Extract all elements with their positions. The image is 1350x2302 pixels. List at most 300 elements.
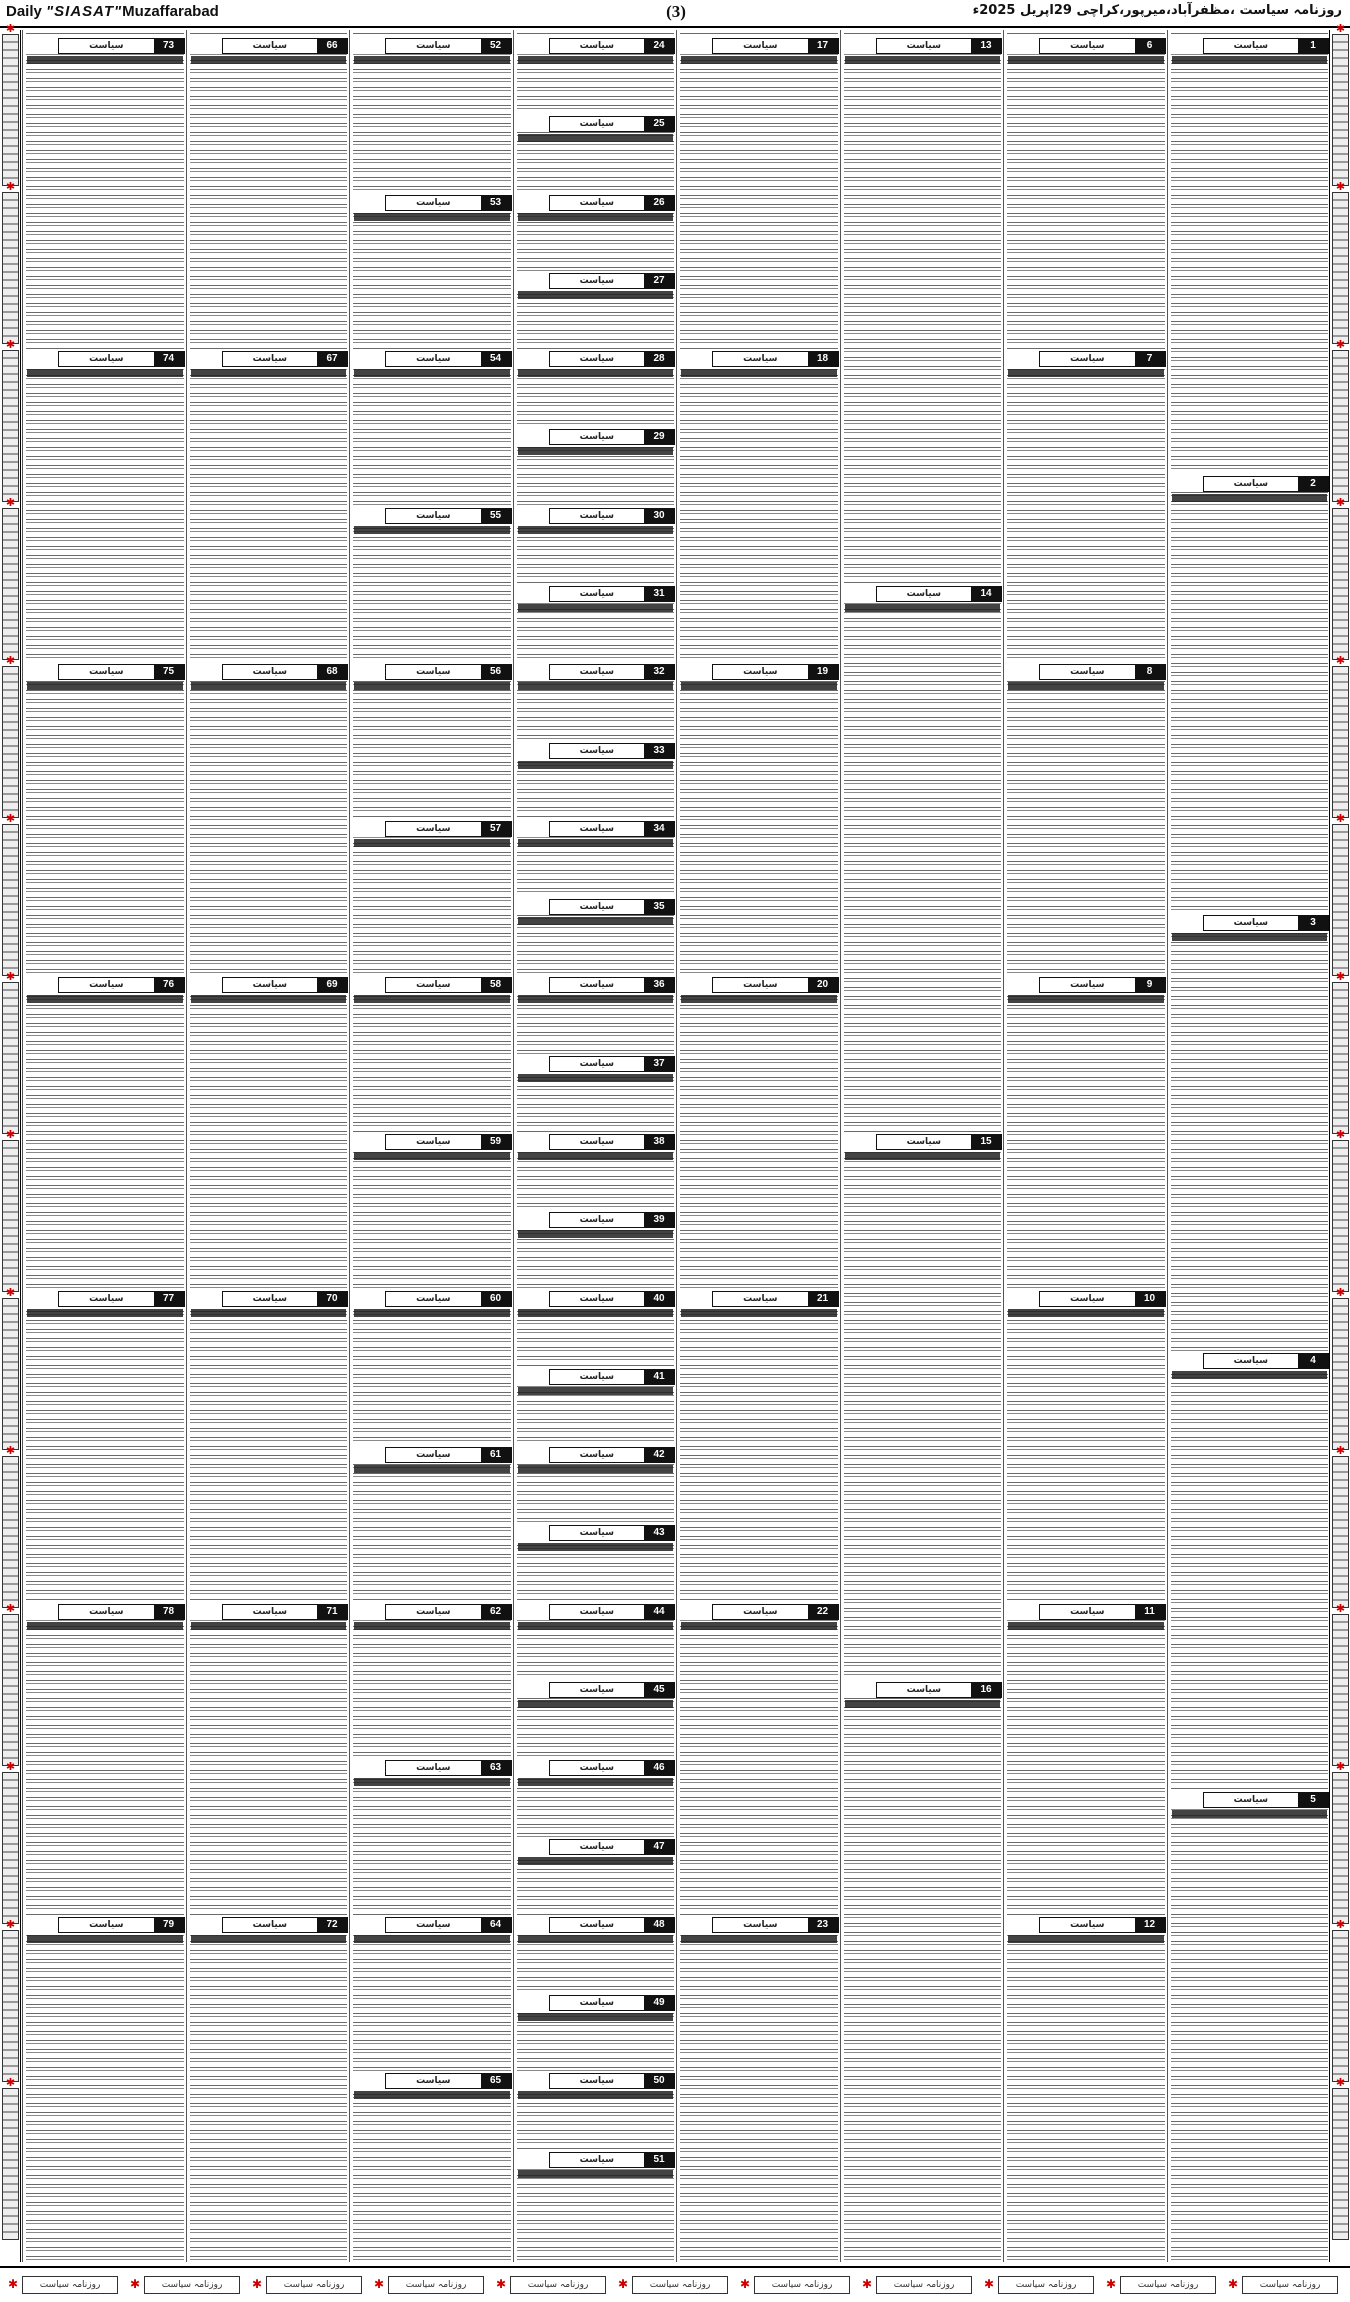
story-tag [712, 1291, 838, 1307]
story-number: 40 [644, 1292, 674, 1306]
story-label [352, 2071, 512, 2089]
story-headline-bar [518, 839, 674, 847]
story-number: 46 [644, 1761, 674, 1775]
story-headline-bar [27, 682, 183, 690]
footer-ornament: روزنامہ سیاست [1242, 2276, 1338, 2294]
border-ornament [2, 2076, 19, 2240]
story-number: 19 [808, 665, 838, 679]
story-label [189, 1915, 349, 1933]
story-tag [549, 743, 675, 759]
story-tag [876, 1134, 1002, 1150]
story-label [843, 1132, 1003, 1150]
border-ornament [1332, 1918, 1349, 2082]
story-tag [222, 977, 348, 993]
story-number: 55 [481, 509, 511, 523]
story-number: 72 [317, 1918, 347, 1932]
story-tag [549, 664, 675, 680]
story-headline-bar [191, 56, 347, 64]
story-tag-text: سیاست [550, 2074, 644, 2088]
news-column [22, 30, 187, 2262]
story-label [516, 1993, 676, 2011]
story-number: 44 [644, 1605, 674, 1619]
star-icon: ✱ [1335, 1444, 1346, 1457]
story-tag-text: سیاست [59, 352, 153, 366]
story-number: 37 [644, 1057, 674, 1071]
story-headline-bar [1172, 1810, 1328, 1818]
story-headline-bar [518, 291, 674, 299]
story-tag [712, 38, 838, 54]
story-tag [222, 1291, 348, 1307]
news-column [840, 30, 1005, 2262]
story-headline-bar [518, 1074, 674, 1082]
story-headline-bar [191, 1309, 347, 1317]
story-tag-text: سیاست [386, 39, 480, 53]
star-icon: ✱ [5, 1444, 16, 1457]
story-tag-text: سیاست [550, 196, 644, 210]
story-number: 42 [644, 1448, 674, 1462]
star-icon: ✱ [1335, 1918, 1346, 1931]
story-number: 30 [644, 509, 674, 523]
story-tag-text: سیاست [223, 665, 317, 679]
story-number: 13 [971, 39, 1001, 53]
border-ornament [1332, 1760, 1349, 1924]
story-tag [385, 1760, 511, 1776]
story-headline-bar [518, 1230, 674, 1238]
story-tag [549, 1682, 675, 1698]
story-tag [222, 38, 348, 54]
border-ornament [1332, 496, 1349, 660]
story-tag-text: سیاست [713, 352, 807, 366]
story-number: 18 [808, 352, 838, 366]
story-label [516, 1367, 676, 1385]
star-icon: ✱ [5, 496, 16, 509]
story-tag [222, 1917, 348, 1933]
story-tag [1203, 476, 1329, 492]
story-number: 20 [808, 978, 838, 992]
story-headline-bar [518, 917, 674, 925]
story-tag-text: سیاست [223, 1292, 317, 1306]
story-headline-bar [354, 995, 510, 1003]
story-label [189, 1602, 349, 1620]
story-headline-bar [518, 526, 674, 534]
story-tag [549, 508, 675, 524]
story-tag-text: سیاست [550, 822, 644, 836]
border-ornament [1332, 2076, 1349, 2240]
story-tag-text: سیاست [550, 1526, 644, 1540]
story-headline-bar [27, 1935, 183, 1943]
story-number: 68 [317, 665, 347, 679]
story-headline-bar [354, 1935, 510, 1943]
story-number: 65 [481, 2074, 511, 2088]
story-tag [385, 1917, 511, 1933]
story-number: 7 [1135, 352, 1165, 366]
story-headline-bar [354, 213, 510, 221]
story-tag [549, 1369, 675, 1385]
story-tag [549, 1839, 675, 1855]
story-tag-text: سیاست [223, 352, 317, 366]
story-tag-text: سیاست [550, 1213, 644, 1227]
story-number: 25 [644, 117, 674, 131]
story-label [516, 1680, 676, 1698]
story-tag [385, 351, 511, 367]
story-number: 59 [481, 1135, 511, 1149]
star-icon: ✱ [740, 2277, 751, 2291]
story-headline-bar [518, 1543, 674, 1551]
story-label [516, 1602, 676, 1620]
star-icon: ✱ [5, 1760, 16, 1773]
story-tag-text: سیاست [550, 1683, 644, 1697]
story-headline-bar [681, 1309, 837, 1317]
story-number: 9 [1135, 978, 1165, 992]
story-headline-bar [354, 1152, 510, 1160]
story-headline-bar [354, 369, 510, 377]
masthead-daily: Daily [6, 3, 42, 20]
border-ornament [1332, 1444, 1349, 1608]
story-label [352, 506, 512, 524]
story-tag-text: سیاست [1040, 1292, 1134, 1306]
border-ornament [2, 496, 19, 660]
story-number: 34 [644, 822, 674, 836]
story-label [189, 975, 349, 993]
story-label [516, 897, 676, 915]
story-tag [1039, 1917, 1165, 1933]
story-number: 21 [808, 1292, 838, 1306]
story-label [352, 1758, 512, 1776]
story-label [516, 193, 676, 211]
star-icon: ✱ [496, 2277, 507, 2291]
story-tag [1203, 1792, 1329, 1808]
story-headline-bar [191, 995, 347, 1003]
footer-strip [0, 2266, 1350, 2302]
story-tag [58, 1917, 184, 1933]
star-icon: ✱ [1335, 1286, 1346, 1299]
story-label [352, 349, 512, 367]
footer-ornament: روزنامہ سیاست [998, 2276, 1094, 2294]
border-ornament [2, 1444, 19, 1608]
story-tag [549, 195, 675, 211]
border-ornament [2, 1760, 19, 1924]
story-number: 23 [808, 1918, 838, 1932]
story-headline-bar [191, 1622, 347, 1630]
story-tag-text: سیاست [550, 509, 644, 523]
story-tag-text: سیاست [550, 744, 644, 758]
story-number: 24 [644, 39, 674, 53]
star-icon: ✱ [1335, 2076, 1346, 2089]
story-tag-text: سیاست [550, 978, 644, 992]
story-tag [549, 899, 675, 915]
story-tag-text: سیاست [1204, 477, 1298, 491]
story-number: 11 [1135, 1605, 1165, 1619]
story-tag-text: سیاست [223, 39, 317, 53]
story-number: 29 [644, 430, 674, 444]
story-number: 5 [1298, 1793, 1328, 1807]
story-tag-text: سیاست [550, 1135, 644, 1149]
story-label [25, 1915, 185, 1933]
story-label [352, 1289, 512, 1307]
story-headline-bar [354, 2091, 510, 2099]
story-tag-text: سیاست [386, 1761, 480, 1775]
story-tag-text: سیاست [550, 352, 644, 366]
story-number: 15 [971, 1135, 1001, 1149]
page-number: (3) [666, 2, 686, 21]
story-number: 10 [1135, 1292, 1165, 1306]
story-tag [1203, 38, 1329, 54]
story-label [1006, 349, 1166, 367]
border-ornament [1332, 1128, 1349, 1292]
story-label [516, 1523, 676, 1541]
story-headline-bar [518, 682, 674, 690]
story-tag-text: سیاست [1040, 665, 1134, 679]
story-tag [549, 821, 675, 837]
story-tag [712, 1917, 838, 1933]
border-ornament [1332, 22, 1349, 186]
story-label [516, 2071, 676, 2089]
story-tag [385, 508, 511, 524]
story-headline-bar [518, 1387, 674, 1395]
border-ornament [2, 338, 19, 502]
story-headline-bar [518, 2170, 674, 2178]
news-column [349, 30, 514, 2262]
story-number: 14 [971, 587, 1001, 601]
story-tag [876, 1682, 1002, 1698]
story-tag [58, 1604, 184, 1620]
star-icon: ✱ [1335, 338, 1346, 351]
story-number: 3 [1298, 916, 1328, 930]
story-tag [549, 351, 675, 367]
story-tag-text: سیاست [713, 1605, 807, 1619]
story-headline-bar [518, 1700, 674, 1708]
story-label [516, 1132, 676, 1150]
masthead-name: "SIASAT" [46, 3, 123, 20]
story-headline-bar [1008, 995, 1164, 1003]
story-headline-bar [354, 839, 510, 847]
story-tag-text: سیاست [223, 978, 317, 992]
border-ornament [2, 180, 19, 344]
story-number: 74 [154, 352, 184, 366]
story-tag [549, 273, 675, 289]
story-tag-text: سیاست [223, 1918, 317, 1932]
story-label [352, 662, 512, 680]
story-tag [549, 2152, 675, 2168]
star-icon: ✱ [5, 1286, 16, 1299]
right-border-strip [1329, 22, 1350, 2262]
story-headline-bar [681, 56, 837, 64]
border-ornament [2, 812, 19, 976]
story-tag-text: سیاست [1204, 1354, 1298, 1368]
story-tag [58, 664, 184, 680]
story-tag-text: سیاست [59, 978, 153, 992]
story-number: 49 [644, 1996, 674, 2010]
story-number: 76 [154, 978, 184, 992]
story-tag-text: سیاست [550, 117, 644, 131]
story-label [516, 741, 676, 759]
story-label [516, 506, 676, 524]
story-label [1006, 662, 1166, 680]
left-border-strip [0, 22, 21, 2262]
story-label [516, 1915, 676, 1933]
story-label [516, 1445, 676, 1463]
story-headline-bar [1008, 1622, 1164, 1630]
story-tag-text: سیاست [59, 1292, 153, 1306]
story-label [1170, 474, 1330, 492]
story-tag-text: سیاست [59, 39, 153, 53]
story-number: 66 [317, 39, 347, 53]
story-number: 8 [1135, 665, 1165, 679]
story-tag [385, 1447, 511, 1463]
story-number: 70 [317, 1292, 347, 1306]
footer-ornament: روزنامہ سیاست [754, 2276, 850, 2294]
story-tag [58, 977, 184, 993]
story-number: 52 [481, 39, 511, 53]
story-tag-text: سیاست [550, 1057, 644, 1071]
story-label [679, 662, 839, 680]
story-number: 69 [317, 978, 347, 992]
story-tag [1039, 664, 1165, 680]
story-headline-bar [518, 1857, 674, 1865]
story-number: 56 [481, 665, 511, 679]
story-headline-bar [681, 682, 837, 690]
story-tag-text: سیاست [550, 587, 644, 601]
star-icon: ✱ [1335, 970, 1346, 983]
story-tag [549, 1134, 675, 1150]
story-headline-bar [518, 1152, 674, 1160]
story-label [1006, 1915, 1166, 1933]
story-number: 50 [644, 2074, 674, 2088]
story-label [352, 1132, 512, 1150]
story-number: 79 [154, 1918, 184, 1932]
story-label [352, 819, 512, 837]
border-ornament [1332, 812, 1349, 976]
story-tag-text: سیاست [713, 1918, 807, 1932]
story-headline-bar [354, 682, 510, 690]
story-tag-text: سیاست [550, 1840, 644, 1854]
story-label [679, 1915, 839, 1933]
story-headline-bar [1008, 56, 1164, 64]
story-headline-bar [1008, 1309, 1164, 1317]
story-label [1170, 913, 1330, 931]
story-headline-bar [518, 995, 674, 1003]
story-tag-text: سیاست [550, 665, 644, 679]
news-column [513, 30, 678, 2262]
story-tag-text: سیاست [386, 1918, 480, 1932]
star-icon: ✱ [5, 1602, 16, 1615]
footer-ornament: روزنامہ سیاست [266, 2276, 362, 2294]
story-number: 41 [644, 1370, 674, 1384]
story-tag [876, 38, 1002, 54]
star-icon: ✱ [5, 22, 16, 35]
footer-ornament: روزنامہ سیاست [632, 2276, 728, 2294]
story-headline-bar [1008, 682, 1164, 690]
border-ornament [2, 654, 19, 818]
story-tag-text: سیاست [1040, 1605, 1134, 1619]
story-tag [385, 977, 511, 993]
border-ornament [1332, 1286, 1349, 1450]
story-label [1006, 975, 1166, 993]
story-tag [549, 429, 675, 445]
story-tag-text: سیاست [59, 665, 153, 679]
border-ornament [1332, 654, 1349, 818]
story-tag-text: سیاست [713, 1292, 807, 1306]
story-label [516, 36, 676, 54]
story-tag [385, 38, 511, 54]
story-tag-text: سیاست [550, 274, 644, 288]
story-headline-bar [1008, 1935, 1164, 1943]
story-tag [549, 586, 675, 602]
story-tag [549, 1917, 675, 1933]
star-icon: ✱ [1228, 2277, 1239, 2291]
star-icon: ✱ [130, 2277, 141, 2291]
story-tag [549, 1525, 675, 1541]
story-label [516, 1210, 676, 1228]
story-headline-bar [518, 2091, 674, 2099]
story-tag-text: سیاست [1040, 978, 1134, 992]
star-icon: ✱ [8, 2277, 19, 2291]
story-tag-text: سیاست [386, 509, 480, 523]
story-tag-text: سیاست [386, 196, 480, 210]
story-headline-bar [518, 1465, 674, 1473]
border-ornament [2, 1918, 19, 2082]
story-label [516, 584, 676, 602]
story-number: 4 [1298, 1354, 1328, 1368]
story-tag-text: سیاست [550, 1996, 644, 2010]
story-headline-bar [354, 1622, 510, 1630]
footer-ornament: روزنامہ سیاست [1120, 2276, 1216, 2294]
border-ornament [2, 970, 19, 1134]
star-icon: ✱ [618, 2277, 629, 2291]
story-headline-bar [518, 56, 674, 64]
story-number: 39 [644, 1213, 674, 1227]
story-tag-text: سیاست [1204, 916, 1298, 930]
story-tag [876, 586, 1002, 602]
story-tag-text: سیاست [713, 39, 807, 53]
footer-ornament: روزنامہ سیاست [510, 2276, 606, 2294]
story-label [1170, 36, 1330, 54]
footer-ornament: روزنامہ سیاست [876, 2276, 972, 2294]
story-tag-text: سیاست [550, 900, 644, 914]
story-headline-bar [354, 1465, 510, 1473]
story-label [679, 1289, 839, 1307]
story-label [25, 349, 185, 367]
story-headline-bar [845, 604, 1001, 612]
story-tag-text: سیاست [386, 665, 480, 679]
star-icon: ✱ [1335, 496, 1346, 509]
star-icon: ✱ [1335, 22, 1346, 35]
story-number: 60 [481, 1292, 511, 1306]
story-tag-text: سیاست [386, 1605, 480, 1619]
story-label [516, 427, 676, 445]
story-number: 61 [481, 1448, 511, 1462]
story-number: 77 [154, 1292, 184, 1306]
story-number: 57 [481, 822, 511, 836]
story-tag [1039, 1604, 1165, 1620]
star-icon: ✱ [862, 2277, 873, 2291]
story-number: 36 [644, 978, 674, 992]
story-headline-bar [354, 1309, 510, 1317]
story-label [352, 1915, 512, 1933]
story-number: 26 [644, 196, 674, 210]
news-columns [22, 30, 1330, 2262]
story-tag [58, 1291, 184, 1307]
story-headline-bar [191, 369, 347, 377]
story-headline-bar [845, 56, 1001, 64]
masthead-dateline: روزنامہ سیاست ،مظفرآباد،میرپور،کراچی 29اپریل 2025ء [972, 3, 1342, 18]
story-headline-bar [518, 2013, 674, 2021]
story-number: 17 [808, 39, 838, 53]
story-headline-bar [27, 1622, 183, 1630]
story-tag [712, 977, 838, 993]
story-tag-text: سیاست [59, 1918, 153, 1932]
story-tag-text: سیاست [386, 1292, 480, 1306]
